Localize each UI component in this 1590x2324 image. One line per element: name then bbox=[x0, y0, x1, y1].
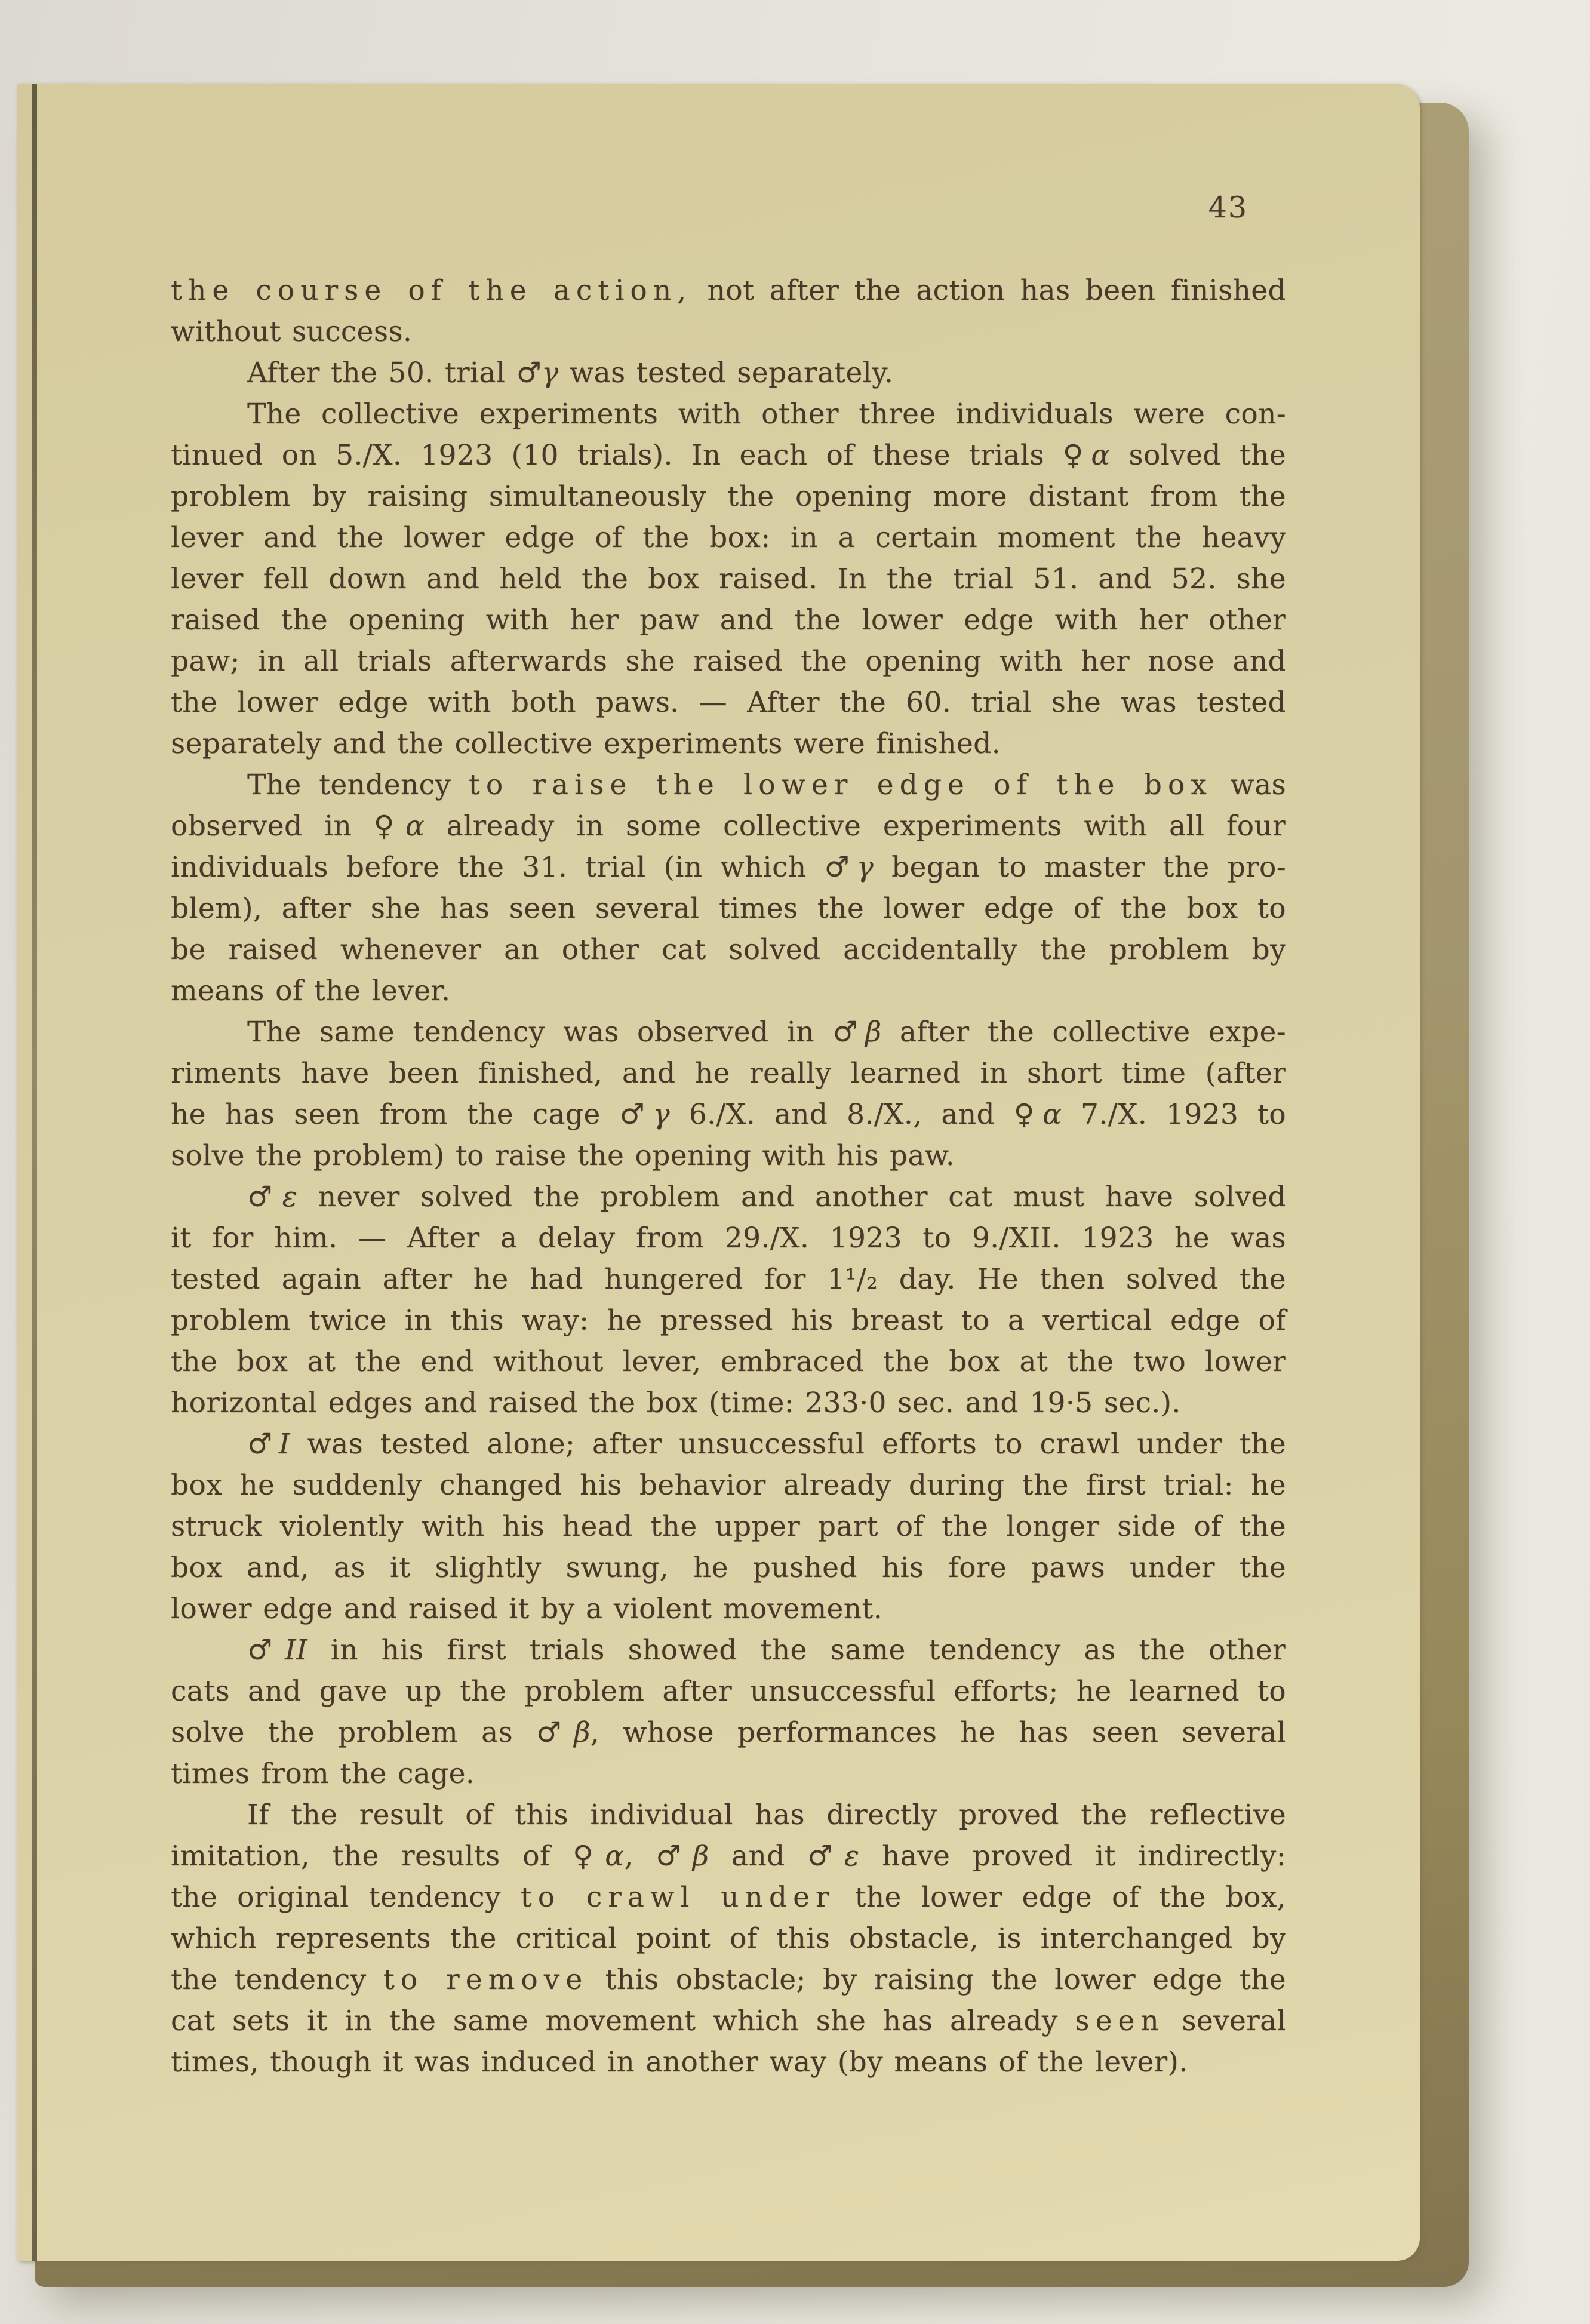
text-line: solve the problem) to raise the opening with his paw. bbox=[171, 1139, 955, 1172]
text-line: which represents the critical point of this obstacle, is interchanged by bbox=[171, 1922, 1286, 1955]
text-line: it for him. — After a delay from 29./X. 1923 to 9./XII. 1923 he was bbox=[171, 1222, 1286, 1255]
text-line: he has seen from the cage ♂γ 6./X. and 8./X., and ♀α 7./X. 1923 to bbox=[171, 1098, 1286, 1131]
text-line: observed in ♀α already in some collective experiments with all four bbox=[171, 810, 1286, 843]
text-line: The tendency to raise the lower edge of the box was bbox=[247, 768, 1287, 801]
cat-name-symbol: γ bbox=[542, 356, 559, 389]
cat-name-symbol: α bbox=[605, 1840, 625, 1873]
text-line: problem twice in this way: he pressed his breast to a vertical edge of bbox=[171, 1304, 1286, 1337]
text-line: The collective experiments with other three individuals were con- bbox=[247, 398, 1286, 431]
text-line: tested again after he had hungered for 1¹/₂ day. He then solved the bbox=[171, 1263, 1286, 1296]
text-line: If the result of this individual has directly proved the reflective bbox=[247, 1799, 1286, 1831]
text-line: times from the cage. bbox=[171, 1757, 475, 1790]
text-line: box he suddenly changed his behavior already during the first trial: he bbox=[171, 1469, 1286, 1502]
text-line: struck violently with his head the upper part of the longer side of the bbox=[171, 1510, 1286, 1543]
cat-name-symbol: α bbox=[405, 810, 425, 843]
text-line: times, though it was induced in another way (by means of the lever). bbox=[171, 2046, 1188, 2079]
page-number: 43 bbox=[1208, 190, 1248, 225]
text-line: individuals before the 31. trial (in which ♂γ began to master the pro- bbox=[171, 851, 1287, 884]
text-line: the box at the end without lever, embraced the box at the two lower bbox=[171, 1345, 1286, 1378]
letterspaced-emphasis: to remove bbox=[383, 1963, 589, 1996]
text-block bbox=[171, 270, 1286, 2083]
cat-name-symbol: α bbox=[1091, 439, 1111, 472]
text-line: ♂II in his first trials showed the same tendency as the other bbox=[247, 1634, 1286, 1667]
text-line: lower edge and raised it by a violent movement. bbox=[171, 1593, 883, 1625]
text-line: without success. bbox=[171, 315, 413, 348]
text-line: imitation, the results of ♀α, ♂β and ♂ε have proved it indirectly: bbox=[171, 1840, 1286, 1873]
text-line: solve the problem as ♂β, whose performances he has seen several bbox=[171, 1716, 1286, 1749]
text-line: The same tendency was observed in ♂β after the collective expe- bbox=[247, 1016, 1286, 1049]
letterspaced-emphasis: to crawl under bbox=[520, 1881, 835, 1914]
cat-name-symbol: α bbox=[1042, 1098, 1062, 1131]
text-line: the original tendency to crawl under the lower edge of the box, bbox=[171, 1881, 1286, 1914]
cat-name-symbol: II bbox=[285, 1634, 307, 1667]
letterspaced-emphasis: the course of the action, bbox=[171, 274, 693, 307]
gutter-shadow-line bbox=[32, 84, 37, 2261]
cat-name-symbol: γ bbox=[856, 851, 874, 884]
text-line: ♂ε never solved the problem and another cat must have solved bbox=[247, 1181, 1286, 1213]
text-line: raised the opening with her paw and the lower edge with her other bbox=[171, 604, 1286, 637]
text-line: be raised whenever an other cat solved accidentally the problem by bbox=[171, 933, 1286, 966]
text-line: box and, as it slightly swung, he pushed his fore paws under the bbox=[171, 1551, 1286, 1584]
text-line: cat sets it in the same movement which she has already seen several bbox=[171, 2005, 1286, 2037]
gutter-page-edge bbox=[17, 84, 32, 2261]
cat-name-symbol: ε bbox=[282, 1181, 298, 1213]
text-line: means of the lever. bbox=[171, 975, 451, 1007]
text-line: problem by raising simultaneously the opening more distant from the bbox=[171, 480, 1286, 513]
text-line: riments have been finished, and he really learned in short time (after bbox=[171, 1057, 1286, 1090]
cat-name-symbol: ε bbox=[844, 1840, 860, 1873]
letterspaced-emphasis: to raise the lower edge of the box bbox=[468, 768, 1213, 801]
cat-name-symbol: I bbox=[278, 1428, 290, 1461]
cat-name-symbol: γ bbox=[653, 1098, 670, 1131]
letterspaced-emphasis: seen bbox=[1075, 2005, 1165, 2037]
text-line: After the 50. trial ♂γ was tested separately. bbox=[247, 356, 894, 389]
text-line: the tendency to remove this obstacle; by raising the lower edge the bbox=[171, 1963, 1286, 1996]
text-line: tinued on 5./X. 1923 (10 trials). In each of these trials ♀α solved the bbox=[171, 439, 1286, 472]
text-line: blem), after she has seen several times the lower edge of the box to bbox=[171, 892, 1286, 925]
book-page bbox=[17, 84, 1420, 2261]
text-line: cats and gave up the problem after unsuccessful efforts; he learned to bbox=[171, 1675, 1286, 1708]
text-line: separately and the collective experiments were finished. bbox=[171, 727, 1001, 760]
cat-name-symbol: β bbox=[865, 1016, 882, 1049]
text-line: lever and the lower edge of the box: in a certain moment the heavy bbox=[171, 521, 1286, 554]
text-line: the lower edge with both paws. — After the 60. trial she was tested bbox=[171, 686, 1286, 719]
text-line: lever fell down and held the box raised. In the trial 51. and 52. she bbox=[171, 562, 1286, 595]
text-line: ♂I was tested alone; after unsuccessful efforts to crawl under the bbox=[247, 1428, 1286, 1461]
text-line: the course of the action, not after the action has been finished bbox=[171, 274, 1286, 307]
text-line: paw; in all trials afterwards she raised the opening with her nose and bbox=[171, 645, 1286, 678]
text-line: horizontal edges and raised the box (time: 233·0 sec. and 19·5 sec.). bbox=[171, 1387, 1181, 1419]
cat-name-symbol: β bbox=[574, 1716, 591, 1749]
cat-name-symbol: β bbox=[692, 1840, 709, 1873]
